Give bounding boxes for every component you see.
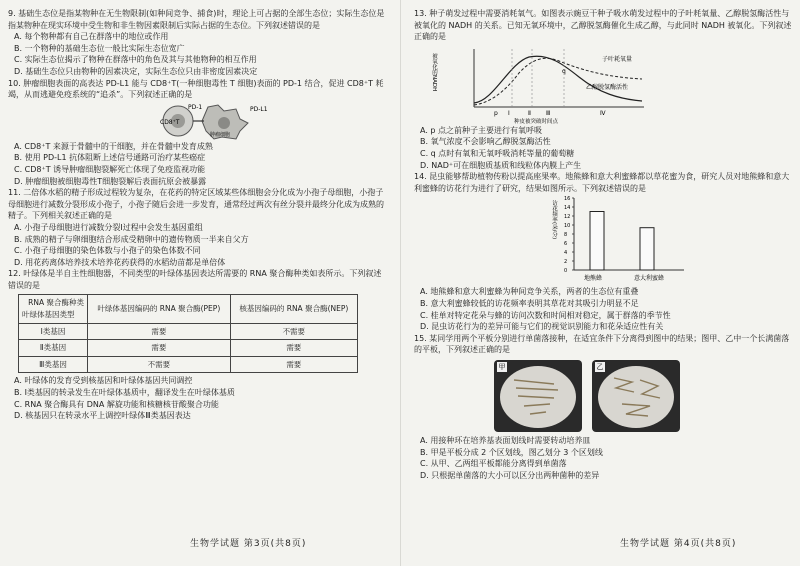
streak-pattern-yi	[592, 360, 680, 432]
petri-dish-jia	[494, 360, 582, 432]
tumor-cell-nucleus	[218, 117, 230, 129]
question-14-option-d: D. 昆虫访花行为的差异可能与它们的视觉识别能力和花朵适应性有关	[420, 322, 664, 332]
question-13	[414, 8, 794, 171]
question-10	[8, 78, 388, 188]
question-13-option-a: A. p 点之前种子主要进行有氧呼吸	[420, 125, 543, 135]
legend-adh: 乙醇脱氢酶活性	[586, 83, 629, 91]
question-15-option-b: B. 甲是平板分成 2 个区划线，图乙划分 3 个区划线	[420, 447, 603, 457]
table-cell: 不需要	[230, 323, 357, 340]
y-tick-label: 14	[564, 205, 571, 212]
petri-dish-photos	[494, 360, 794, 432]
question-10-option-c: C. CD8⁺T 诱导肿瘤细胞裂解死亡体现了免疫监视功能	[14, 164, 206, 174]
question-12-option-b: B. Ⅰ类基因的转录发生在叶绿体基质中，翻译发生在叶绿体基质	[14, 388, 235, 398]
question-14-option-a: A. 地熊蜂和意大利蜜蜂为种间竞争关系，两者的生态位有重叠	[420, 287, 639, 297]
y-tick-label: 12	[564, 214, 571, 221]
tick-label-2: Ⅱ	[528, 109, 531, 117]
table-corner-cell	[19, 295, 88, 323]
dish-tag-jia: 甲	[498, 362, 506, 371]
question-15-option-c: C. 从甲、乙两组平板都能分离得到单菌落	[420, 459, 567, 469]
y-tick-label: 0	[564, 268, 568, 275]
y-tick-label: 10	[564, 223, 571, 230]
question-9-option-d: D. 基础生态位只由物种的因素决定，实际生态位只由非密度因素决定	[14, 66, 258, 76]
tick-label-1: Ⅰ	[508, 109, 510, 117]
table-cell: 需要	[230, 356, 357, 373]
question-12-option-c: C. RNA 聚合酶具有 DNA 解旋功能和核糖核苷酸聚合功能	[14, 399, 219, 409]
table-cell: Ⅲ类基因	[19, 356, 88, 373]
question-12-option-d: D. 核基因只在转录水平上调控叶绿体Ⅲ类基因表达	[14, 411, 191, 421]
question-12-option-a: A. 叶绿体的发育受到核基因和叶绿体基因共同调控	[14, 376, 193, 386]
point-q-label: q	[562, 67, 566, 75]
table-row	[19, 340, 358, 357]
question-10-option-d: D. 肿瘤细胞被细胞毒性T细胞裂解后表面抗原会被暴露	[14, 176, 207, 186]
bar-chart-y-label: 访花频率(朵/分)	[551, 200, 557, 240]
question-9-option-a: A. 每个物种都有自己在群落中的地位或作用	[14, 32, 169, 42]
tick-label-3: Ⅲ	[546, 109, 551, 117]
question-14	[414, 171, 794, 333]
question-15-stem: 15. 某同学用两个平板分别进行单菌落接种，在适宜条件下分离得到图中的结果；图甲、乙中一个长满菌落的平板，下列叙述正确的是	[414, 333, 790, 355]
question-10-option-a: A. CD8⁺T 来源于骨髓中的干细胞，并在骨髓中发育成熟	[14, 141, 213, 151]
question-11-stem: 11. 二倍体水稻的精子形成过程较为复杂，在花药的特定区域某些体细胞会分化成为小孢子母细胞，小孢子母细胞进行减数分裂形成小孢子，小孢子随后会进一步发育，通常经过两次有丝分裂并最终分化成为成熟的精子。下列相关叙述正确的是	[8, 188, 384, 221]
streak-pattern-jia	[494, 360, 582, 432]
pdl1-label: PD-L1	[250, 105, 268, 113]
table-col2-header: 核基因编码的 RNA 聚合酶(NEP)	[230, 295, 357, 323]
question-12-stem: 12. 叶绿体是半自主性细胞器，不同类型的叶绿体基因表达所需要的 RNA 聚合酶种类如表所示。下列叙述错误的是	[8, 269, 382, 290]
question-10-stem: 10. 肿瘤细胞表面的高表达 PD-L1 能与 CD8⁺T(一种细胞毒性 T 细胞)表面的 PD-1 结合，促进 CD8⁺T 耗竭，从而逃避免疫系统的“追杀”。下列叙述正确的是	[8, 78, 384, 100]
table-header-row	[19, 295, 358, 323]
dish-tag-yi: 乙	[596, 362, 604, 371]
left-page	[8, 8, 388, 422]
question-12	[8, 268, 388, 422]
table-cell: Ⅱ类基因	[19, 340, 88, 357]
table-cell: 需要	[230, 340, 357, 357]
question-9-option-c: C. 实际生态位揭示了物种在群落中的角色及其与其他物种的相互作用	[14, 55, 257, 65]
petri-dish-yi	[592, 360, 680, 432]
right-page-footer: 生物学试题 第4页(共8页)	[620, 539, 737, 549]
question-13-option-b: B. 氧气浓度不会影响乙醇脱氢酶活性	[420, 137, 551, 147]
tumor-label: 肿瘤细胞	[210, 131, 231, 138]
rna-polymerase-table	[18, 294, 358, 373]
y-tick-label: 8	[564, 232, 568, 239]
table-corner-bottom: 叶绿体基因类型	[22, 310, 75, 320]
page-fold-divider	[400, 0, 401, 566]
question-9-option-b: B. 一个物种的基础生态位一般比实际生态位宽广	[14, 43, 185, 53]
question-15	[414, 333, 794, 482]
question-14-option-b: B. 意大利蜜蜂较低的访花频率表明其草花对其吸引力明显不足	[420, 298, 639, 308]
table-row	[19, 356, 358, 373]
table-cell: 需要	[88, 323, 231, 340]
bar-chart-y-ticks	[564, 196, 574, 274]
question-13-stem: 13. 种子萌发过程中需要消耗氧气。如图表示豌豆干种子吸水萌发过程中的子叶耗氧量、乙醇脱氢酶活性与被氧化的 NADH 的关系。已知无氧环境中，乙醇脱氢酶催化生成乙醇，与此同时 NADH 被氧化。下列叙述正确的是	[414, 9, 792, 42]
y-tick-label: 6	[564, 241, 568, 248]
bar-category-2: 意大利蜜蜂	[634, 275, 665, 283]
tick-label-4: Ⅳ	[600, 109, 606, 117]
table-col1-header: 叶绿体基因编码的 RNA 聚合酶(PEP)	[88, 295, 231, 323]
bar-category-1: 地熊蜂	[584, 275, 603, 283]
y-tick-label: 4	[564, 250, 568, 257]
question-11-option-d: D. 用花药离体培养技术培养花药获得的水稻幼苗都是单倍体	[14, 257, 226, 267]
question-10-option-b: B. 使用 PD-L1 抗体阻断上述信号通路可治疗某些癌症	[14, 153, 206, 163]
nadh-curve-chart	[414, 43, 794, 125]
question-9-stem: 9. 基础生态位是指某物种在无生物限制(如种间竞争、捕食)时，理论上可占据的全部生态位；实际生态位是指某物种在现实环境中受生物和非生物因素限制后实际占据的生态位。下列叙述错误的是	[8, 9, 385, 30]
table-row	[19, 323, 358, 340]
question-13-option-c: C. q 点时有氧和无氧呼吸消耗等量的葡萄糖	[420, 148, 575, 158]
bar-chart-bars	[590, 212, 654, 271]
table-cell: 不需要	[88, 356, 231, 373]
question-11-option-c: C. 小孢子母细胞的染色体数与小孢子的染色体数不同	[14, 246, 201, 256]
right-page	[414, 8, 794, 481]
point-p-label: p	[494, 109, 498, 117]
left-page-footer: 生物学试题 第3页(共8页)	[190, 539, 307, 549]
immune-cell-diagram	[8, 101, 388, 141]
chart-y-label: 被氧化的NADH	[431, 52, 437, 92]
cd8-label: CD8⁺T	[160, 118, 180, 126]
curve-oxygen-consumption	[474, 56, 642, 103]
table-corner-top: RNA 聚合酶种类	[28, 298, 85, 308]
question-9	[8, 8, 388, 78]
legend-oxygen: 子叶耗氧量	[602, 55, 633, 63]
chart-x-label: 种皮被突破时间点	[514, 118, 559, 125]
visit-frequency-bar-chart	[414, 194, 794, 286]
question-13-option-d: D. NAD⁺可在细胞质基质和线粒体内膜上产生	[420, 160, 582, 170]
question-15-option-d: D. 只根据单菌落的大小可以区分出两种菌种的差异	[420, 470, 600, 480]
pd1-label: PD-1	[188, 103, 203, 111]
question-11-option-a: A. 小孢子母细胞进行减数分裂Ⅰ过程中会发生基因重组	[14, 222, 203, 232]
bar-2	[640, 228, 654, 270]
y-tick-label: 16	[564, 196, 571, 203]
curve-adh-activity	[474, 58, 642, 105]
y-tick-label: 2	[564, 259, 568, 266]
question-11-option-b: B. 成熟的精子与卵细胞结合形成受精卵中的遗传物质一半来自父方	[14, 234, 249, 244]
table-cell: 需要	[88, 340, 231, 357]
question-15-option-a: A. 用接种环在培养基表面划线时需要转动培养皿	[420, 435, 591, 445]
question-11	[8, 187, 388, 268]
question-14-option-c: C. 桂单对特定花朵与蜂的访问次数和时间相对稳定，属于群落的季节性	[420, 310, 671, 320]
table-cell: Ⅰ类基因	[19, 323, 88, 340]
bar-1	[590, 212, 604, 271]
question-14-stem: 14. 昆虫能够帮助植物传粉以提高座果率。地熊蜂和意大利蜜蜂都以草花蜜为食，研究人员对地熊蜂和意大利蜜蜂的访花行为进行了研究，结果如图所示。下列叙述错误的是	[414, 172, 790, 193]
